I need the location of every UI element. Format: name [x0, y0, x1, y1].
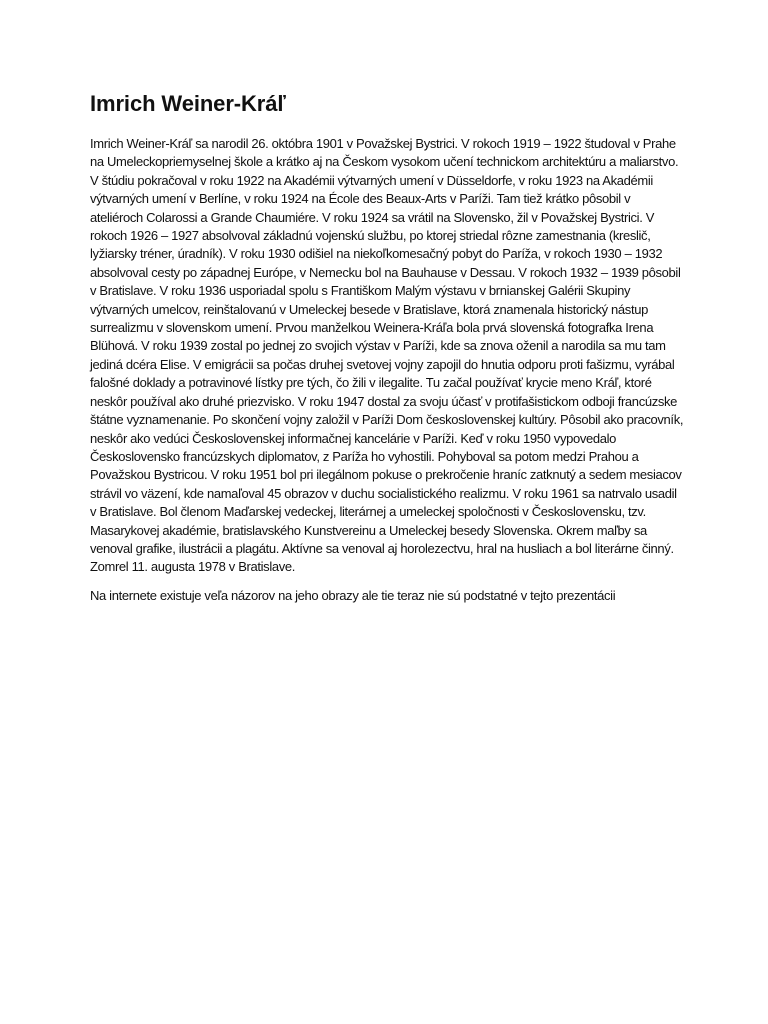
closing-paragraph: Na internete existuje veľa názorov na jeho obrazy ale tie teraz nie sú podstatné v tejto prezentácii	[90, 587, 616, 603]
biography-paragraph: Imrich Weiner-Kráľ sa narodil 26. októbra 1901 v Považskej Bystrici. V rokoch 1919 – 1922 študoval v Prahe na Umeleckopriemyselnej škole a krátko aj na Českom vysokom učení technickom architektúru a maliarstvo. V štúdiu pokračoval v roku 1922 na Akadémii výtvarných umení v Düsseldorfe, v roku 1923 na Akadémii výtvarných umení v Berlíne, v roku 1924 na École des Beaux-Arts v Paríži. Tam tiež krátko pôsobil v ateliéroch Colarossi a Grande Chaumiére. V roku 1924 sa vrátil na Slovensko, žil v Považskej Bystrici. V rokoch 1926 – 1927 absolvoval základnú vojenskú službu, po ktorej striedal rôzne zamestnania (kreslič, lyžiarsky tréner, úradník). V roku 1930 odišiel na niekoľkomesačný pobyt do Paríža, v rokoch 1930 – 1932 absolvoval cesty po západnej Európe, v Nemecku bol na Bauhause v Dessau. V rokoch 1932 – 1939 pôsobil v Bratislave. V roku 1936 usporiadal spolu s Františkom Malým výstavu v brnianskej Galérii Skupiny výtvarných umelcov, reinštalovanú v Umeleckej besede v Bratislave, ktorá znamenala historický nástup surrealizmu v slovenskom umení. Prvou manželkou Weinera-Kráľa bola prvá slovenská fotografka Irena Blühová. V roku 1939 zostal po jednej zo svojich výstav v Paríži, kde sa znova oženil a narodila sa mu tam jediná dcéra Elise. V emigrácii sa počas druhej svetovej vojny zapojil do hnutia odporu proti fašizmu, vyrábal falošné doklady a potravinové lístky pre tých, čo žili v ilegalite. Tu začal používať krycie meno Kráľ, ktoré neskôr používal ako druhé priezvisko. V roku 1947 dostal za svoju účasť v protifašistickom odboji francúzske štátne vyznamenanie. Po skončení vojny založil v Paríži Dom československej kultúry. Pôsobil ako pracovník, neskôr ako vedúci Československej informačnej kancelárie v Paríži. Keď v roku 1950 vypovedalo Československo francúzskych diplomatov, z Paríža ho vyhostili. Pohyboval sa potom medzi Prahou a Považskou Bystricou. V roku 1951 bol pri ilegálnom pokuse o prekročenie hraníc zatknutý a sedem mesiacov strávil vo väzení, kde namaľoval 45 obrazov v duchu socialistického realizmu. V roku 1961 sa natrvalo usadil v Bratislave. Bol členom Maďarskej vedeckej, literárnej a umeleckej spoločnosti v Československu, tzv. Masarykovej akadémie, bratislavského Kunstvereinu a Umeleckej besedy Slovenska. Okrem maľby sa venoval grafike, ilustrácii a plagátu. Aktívne sa venoval aj horolezectvu, hral na husliach a bol literárne činný. Zomrel 11. augusta 1978 v Bratislave.	[90, 136, 684, 575]
document-body	[90, 91, 686, 605]
document-title: Imrich Weiner-Kráľ	[90, 91, 286, 116]
